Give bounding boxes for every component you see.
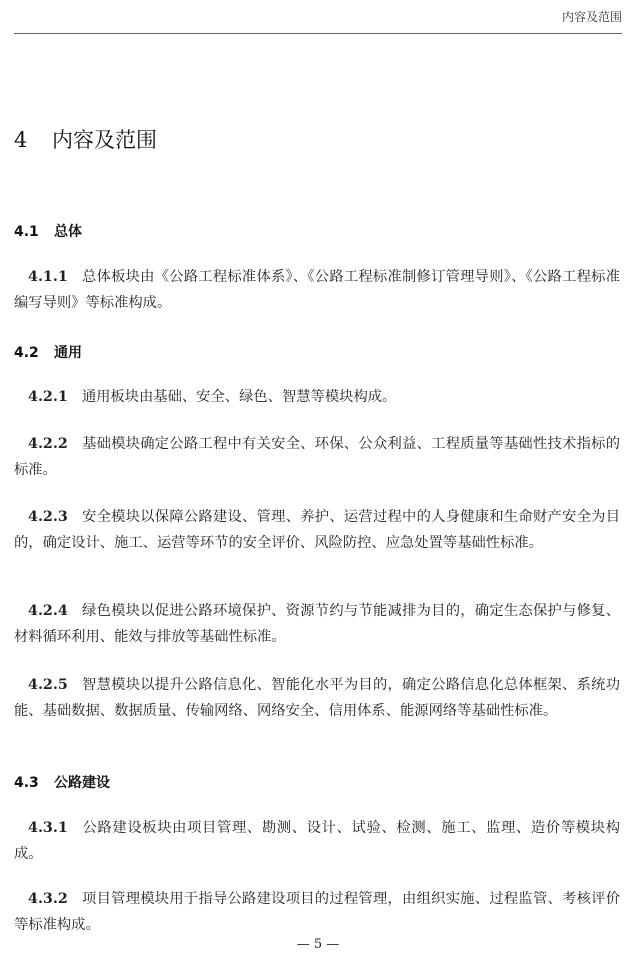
page-number: — 5 — xyxy=(296,937,340,952)
chapter-number: 4 xyxy=(14,128,28,152)
section-number: 4.2 xyxy=(14,345,39,361)
section-heading-4-2 xyxy=(14,342,82,362)
paragraph-text: 公路建设板块由项目管理、勘测、设计、试验、检测、施工、监理、造价等模块构成。 xyxy=(14,820,620,862)
paragraph-number: 4.2.1 xyxy=(28,389,68,405)
paragraph-text: 基础模块确定公路工程中有关安全、环保、公众利益、工程质量等基础性技术指标的标准。 xyxy=(14,436,620,478)
section-heading-4-1 xyxy=(14,221,82,241)
paragraph-number: 4.2.3 xyxy=(28,509,68,525)
paragraph-4-1-1 xyxy=(14,264,620,316)
paragraph-4-2-1 xyxy=(14,384,620,410)
section-title: 公路建设 xyxy=(54,775,110,791)
header-rule xyxy=(14,33,622,34)
section-number: 4.1 xyxy=(14,224,39,240)
paragraph-number: 4.2.2 xyxy=(28,436,68,452)
paragraph-text: 通用板块由基础、安全、绿色、智慧等模块构成。 xyxy=(81,389,397,405)
paragraph-4-2-5 xyxy=(14,672,620,724)
paragraph-4-2-4 xyxy=(14,598,620,650)
paragraph-number: 4.3.2 xyxy=(28,891,68,907)
paragraph-4-3-1 xyxy=(14,815,620,867)
paragraph-text: 总体板块由《公路工程标准体系》、《公路工程标准制修订管理导则》、《公路工程标准编写导则》等标准构成。 xyxy=(14,269,620,311)
running-header: 内容及范围 xyxy=(561,10,622,24)
paragraph-text: 智慧模块以提升公路信息化、智能化水平为目的，确定公路信息化总体框架、系统功能、基础数据、数据质量、传输网络、网络安全、信用体系、能源网络等基础性标准。 xyxy=(14,677,620,719)
section-heading-4-3 xyxy=(14,772,110,792)
section-title: 总体 xyxy=(54,224,82,240)
paragraph-number: 4.2.4 xyxy=(28,603,68,619)
chapter-title xyxy=(14,124,157,154)
paragraph-number: 4.2.5 xyxy=(28,677,68,693)
paragraph-4-2-3 xyxy=(14,504,620,556)
chapter-title-text: 内容及范围 xyxy=(52,128,157,152)
section-title: 通用 xyxy=(54,345,82,361)
section-number: 4.3 xyxy=(14,775,39,791)
paragraph-text: 绿色模块以促进公路环境保护、资源节约与节能减排为目的，确定生态保护与修复、材料循环利用、能效与排放等基础性标准。 xyxy=(14,603,620,645)
paragraph-number: 4.1.1 xyxy=(28,269,68,285)
paragraph-text: 安全模块以保障公路建设、管理、养护、运营过程中的人身健康和生命财产安全为目的，确定设计、施工、运营等环节的安全评价、风险防控、应急处置等基础性标准。 xyxy=(14,509,620,551)
paragraph-text: 项目管理模块用于指导公路建设项目的过程管理，由组织实施、过程监管、考核评价等标准构成。 xyxy=(14,891,620,933)
paragraph-number: 4.3.1 xyxy=(28,820,68,836)
paragraph-4-3-2 xyxy=(14,886,620,938)
paragraph-4-2-2 xyxy=(14,431,620,483)
